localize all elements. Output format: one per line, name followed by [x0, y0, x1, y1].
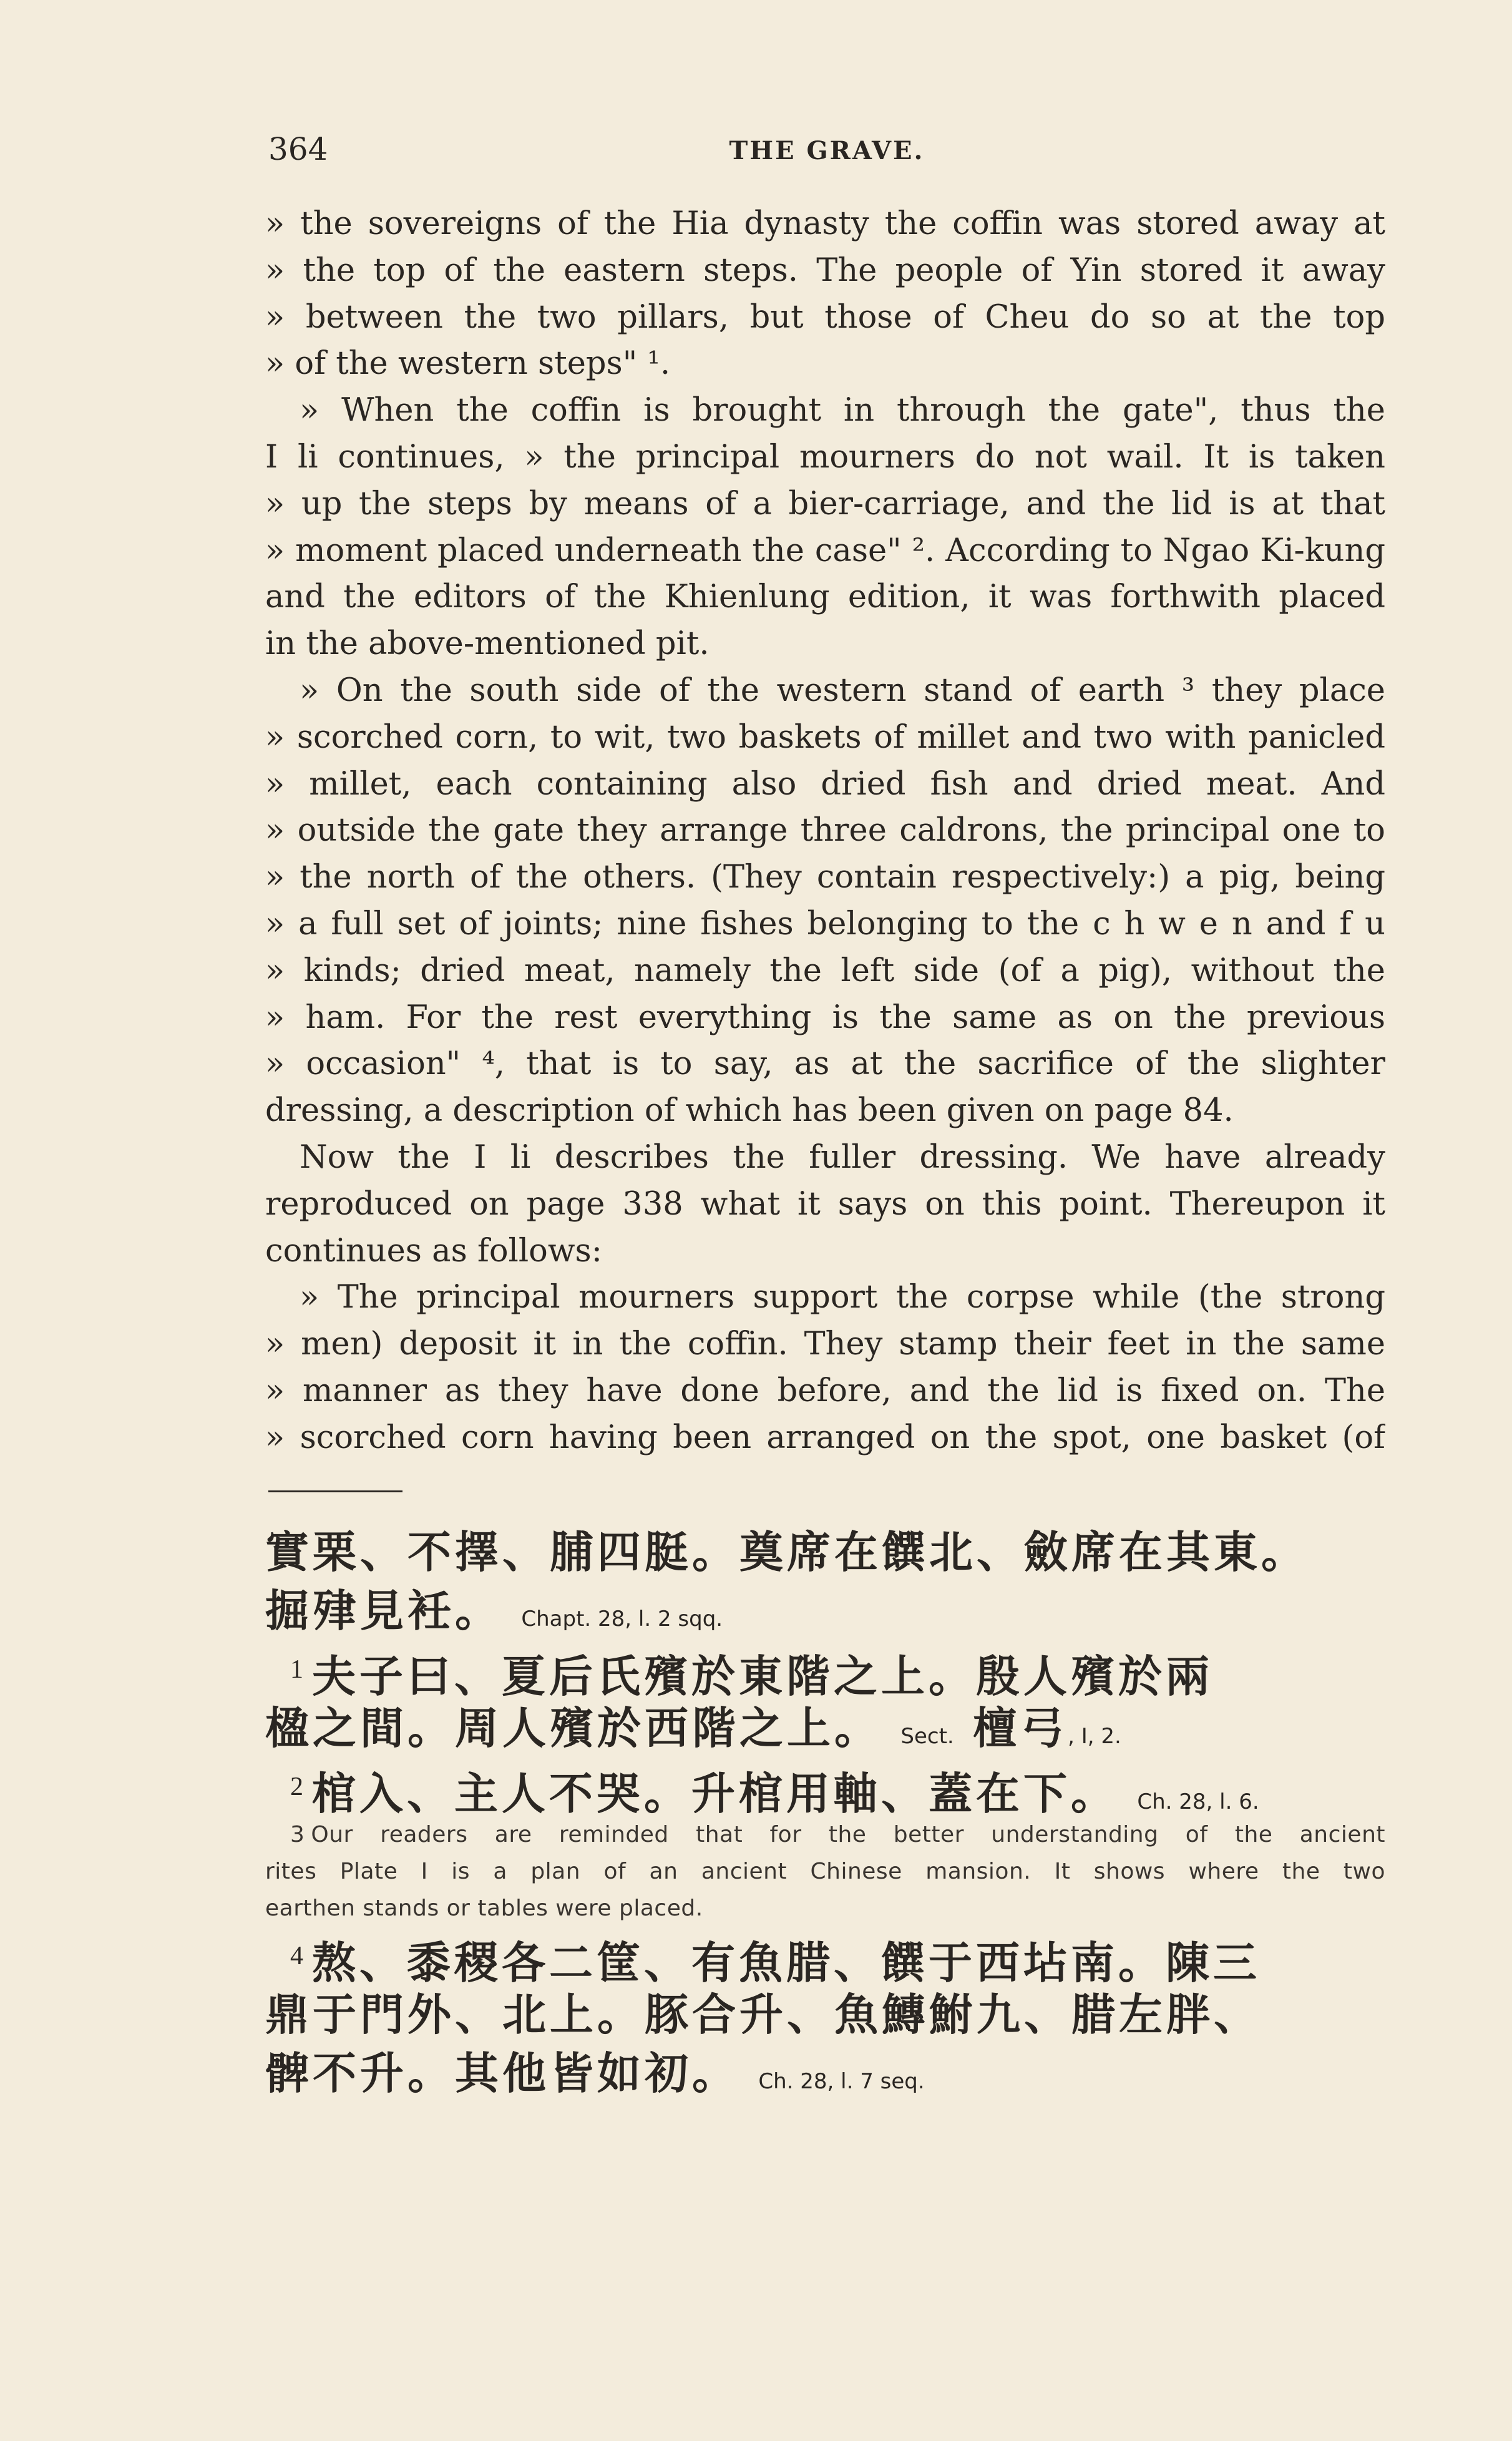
- text-line: » On the south side of the western stand of earth ³ they place: [300, 672, 1385, 709]
- text-line: » The principal mourners support the corpse while (the strong: [300, 1279, 1385, 1316]
- footnote-divider: [268, 1490, 402, 1492]
- footnote-number: 3: [290, 1822, 305, 1847]
- running-title: THE GRAVE.: [729, 136, 925, 165]
- text-line: reproduced on page 338 what it says on this point. Thereupon it: [265, 1185, 1385, 1223]
- footnote-3-line: earthen stands or tables were placed.: [265, 1896, 703, 1921]
- text-line: » a full set of joints; nine fishes belonging to the c h w e n and f u: [265, 905, 1385, 942]
- footnote-3-line: rites Plate I is a plan of an ancient Chinese mansion. It shows where the two: [265, 1859, 1385, 1884]
- footnote-continuation-line: 實栗、不擇、脯四脡。奠席在饌北、斂席在其東。: [265, 1527, 1309, 1578]
- footnote-number: 2: [290, 1773, 303, 1801]
- text-line: » the north of the others. (They contain respectively:) a pig, being: [265, 859, 1385, 896]
- text-line: » the top of the eastern steps. The people of Yin stored it away: [265, 252, 1385, 289]
- text-line: » men) deposit it in the coffin. They stamp their feet in the same: [265, 1326, 1385, 1363]
- text-line: » kinds; dried meat, namely the left side (of a pig), without the: [265, 952, 1385, 989]
- citation: Sect.: [900, 1724, 954, 1749]
- text-line: » manner as they have done before, and the lid is fixed on. The: [265, 1372, 1385, 1409]
- text-line: » ham. For the rest everything is the same as on the previous: [265, 999, 1385, 1036]
- text-line: » between the two pillars, but those of Cheu do so at the top: [265, 298, 1385, 336]
- text-line: » moment placed underneath the case" ². According to Ngao Ki-kung: [265, 532, 1385, 569]
- text-line: » occasion" ⁴, that is to say, as at the sacrifice of the slighter: [265, 1045, 1385, 1083]
- text-line: in the above-mentioned pit.: [265, 625, 710, 663]
- footnote-2: $^2$ 棺入、主人不哭。升棺用軸、蓋在下。 Ch. 28, l. 6.: [290, 1768, 1259, 1816]
- footnote-3: 3 Our readers are reminded that for the better understanding of the ancient: [290, 1822, 1385, 1847]
- text-line: » outside the gate they arrange three caldrons, the principal one to: [265, 812, 1385, 849]
- footnote-number: 4: [290, 1942, 303, 1970]
- footnotes: [265, 1523, 1385, 2103]
- text-line: » of the western steps" ¹.: [265, 345, 671, 383]
- footnote-1-continuation: 楹之間。周人殯於西階之上。 Sect. 檀弓, I, 2.: [265, 1703, 1121, 1754]
- citation: Ch. 28, l. 7 seq.: [758, 2069, 925, 2094]
- text-line: Now the I li describes the fuller dressing. We have already: [300, 1138, 1385, 1176]
- footnote-4: $^4$ 熬、黍稷各二筐、有魚腊、饌于西坫南。陳三: [290, 1937, 1261, 1985]
- page-header: [268, 131, 1385, 175]
- text-line: » up the steps by means of a bier-carriage, and the lid is at that: [265, 485, 1385, 522]
- citation: Chapt. 28, l. 2 sqq.: [521, 1607, 723, 1631]
- text-line: dressing, a description of which has been given on page 84.: [265, 1092, 1234, 1130]
- text-line: » When the coffin is brought in through the gate", thus the: [300, 392, 1385, 429]
- citation: Ch. 28, l. 6.: [1137, 1789, 1259, 1814]
- main-text: [265, 201, 1385, 1462]
- footnote-1: $^1$ 夫子曰、夏后氏殯於東階之上。殷人殯於兩: [290, 1651, 1213, 1699]
- text-line: » millet, each containing also dried fish and dried meat. And: [265, 765, 1385, 803]
- citation-cjk: 檀弓: [973, 1703, 1068, 1754]
- footnote-4-line: 鼎于門外、北上。豚合升、魚鱄鮒九、腊左胖、: [265, 1989, 1261, 2040]
- citation: , I, 2.: [1068, 1724, 1121, 1749]
- text-line: » the sovereigns of the Hia dynasty the coffin was stored away at: [265, 205, 1385, 242]
- footnote-continuation-line: 掘肂見衽。 Chapt. 28, l. 2 sqq.: [265, 1585, 723, 1636]
- text-line: » scorched corn having been arranged on the spot, one basket (of: [265, 1419, 1385, 1456]
- text-line: continues as follows:: [265, 1232, 602, 1269]
- text-line: I li continues, » the principal mourners do not wail. It is taken: [265, 438, 1385, 476]
- page-number: 364: [268, 131, 328, 167]
- footnote-4-line: 髀不升。其他皆如初。 Ch. 28, l. 7 seq.: [265, 2048, 925, 2099]
- text-line: » scorched corn, to wit, two baskets of millet and two with panicled: [265, 718, 1385, 756]
- text-line: and the editors of the Khienlung edition, it was forthwith placed: [265, 579, 1385, 616]
- footnote-number: 1: [290, 1655, 303, 1684]
